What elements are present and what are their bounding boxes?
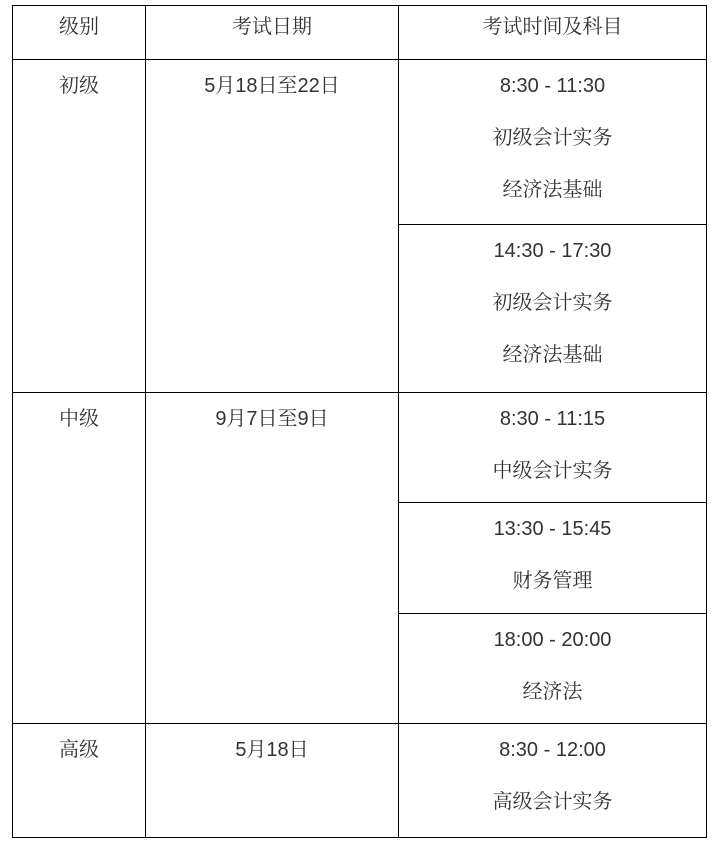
session-subject: 财务管理 [512, 570, 593, 592]
session-time: 8:30 - 12:00 [499, 739, 606, 761]
header-cell-date [146, 6, 399, 60]
session-cell-junior-morning [399, 60, 707, 225]
date-cell-junior [146, 60, 399, 393]
session-cell-intermediate-2 [399, 503, 707, 614]
header-date-label: 考试日期 [232, 16, 312, 38]
exam-schedule-table [12, 5, 707, 838]
table-row-junior-morning [13, 60, 707, 225]
session-subject: 中级会计实务 [492, 460, 613, 482]
header-cell-level [13, 6, 146, 60]
header-level-label: 级别 [59, 16, 99, 38]
table-row-advanced [13, 724, 707, 838]
session-time: 8:30 - 11:15 [499, 408, 606, 430]
header-cell-time-subjects [399, 6, 707, 60]
session-time: 13:30 - 15:45 [493, 518, 612, 540]
session-subject: 初级会计实务 [492, 127, 613, 149]
header-time-subjects-label: 考试时间及科目 [482, 16, 623, 38]
session-cell-intermediate-1 [399, 393, 707, 503]
header-row [13, 6, 707, 60]
table-row-intermediate-session1 [13, 393, 707, 503]
session-subject: 高级会计实务 [492, 791, 613, 813]
date-label: 5月18日 [235, 739, 309, 761]
session-subject: 初级会计实务 [492, 292, 613, 314]
level-cell-intermediate [13, 393, 146, 724]
date-cell-intermediate [146, 393, 399, 724]
level-cell-junior [13, 60, 146, 393]
session-cell-intermediate-3 [399, 614, 707, 724]
session-subject: 经济法 [522, 681, 583, 703]
session-cell-junior-afternoon [399, 225, 707, 393]
level-cell-advanced [13, 724, 146, 838]
level-label: 初级 [59, 75, 99, 97]
session-subject: 经济法基础 [502, 179, 603, 201]
date-label: 9月7日至9日 [215, 408, 329, 430]
session-cell-advanced [399, 724, 707, 838]
level-label: 高级 [59, 739, 99, 761]
date-cell-advanced [146, 724, 399, 838]
date-label: 5月18日至22日 [204, 75, 340, 97]
session-time: 8:30 - 11:30 [499, 75, 606, 97]
session-time: 18:00 - 20:00 [493, 629, 612, 651]
session-time: 14:30 - 17:30 [493, 240, 612, 262]
level-label: 中级 [59, 408, 99, 430]
session-subject: 经济法基础 [502, 344, 603, 366]
